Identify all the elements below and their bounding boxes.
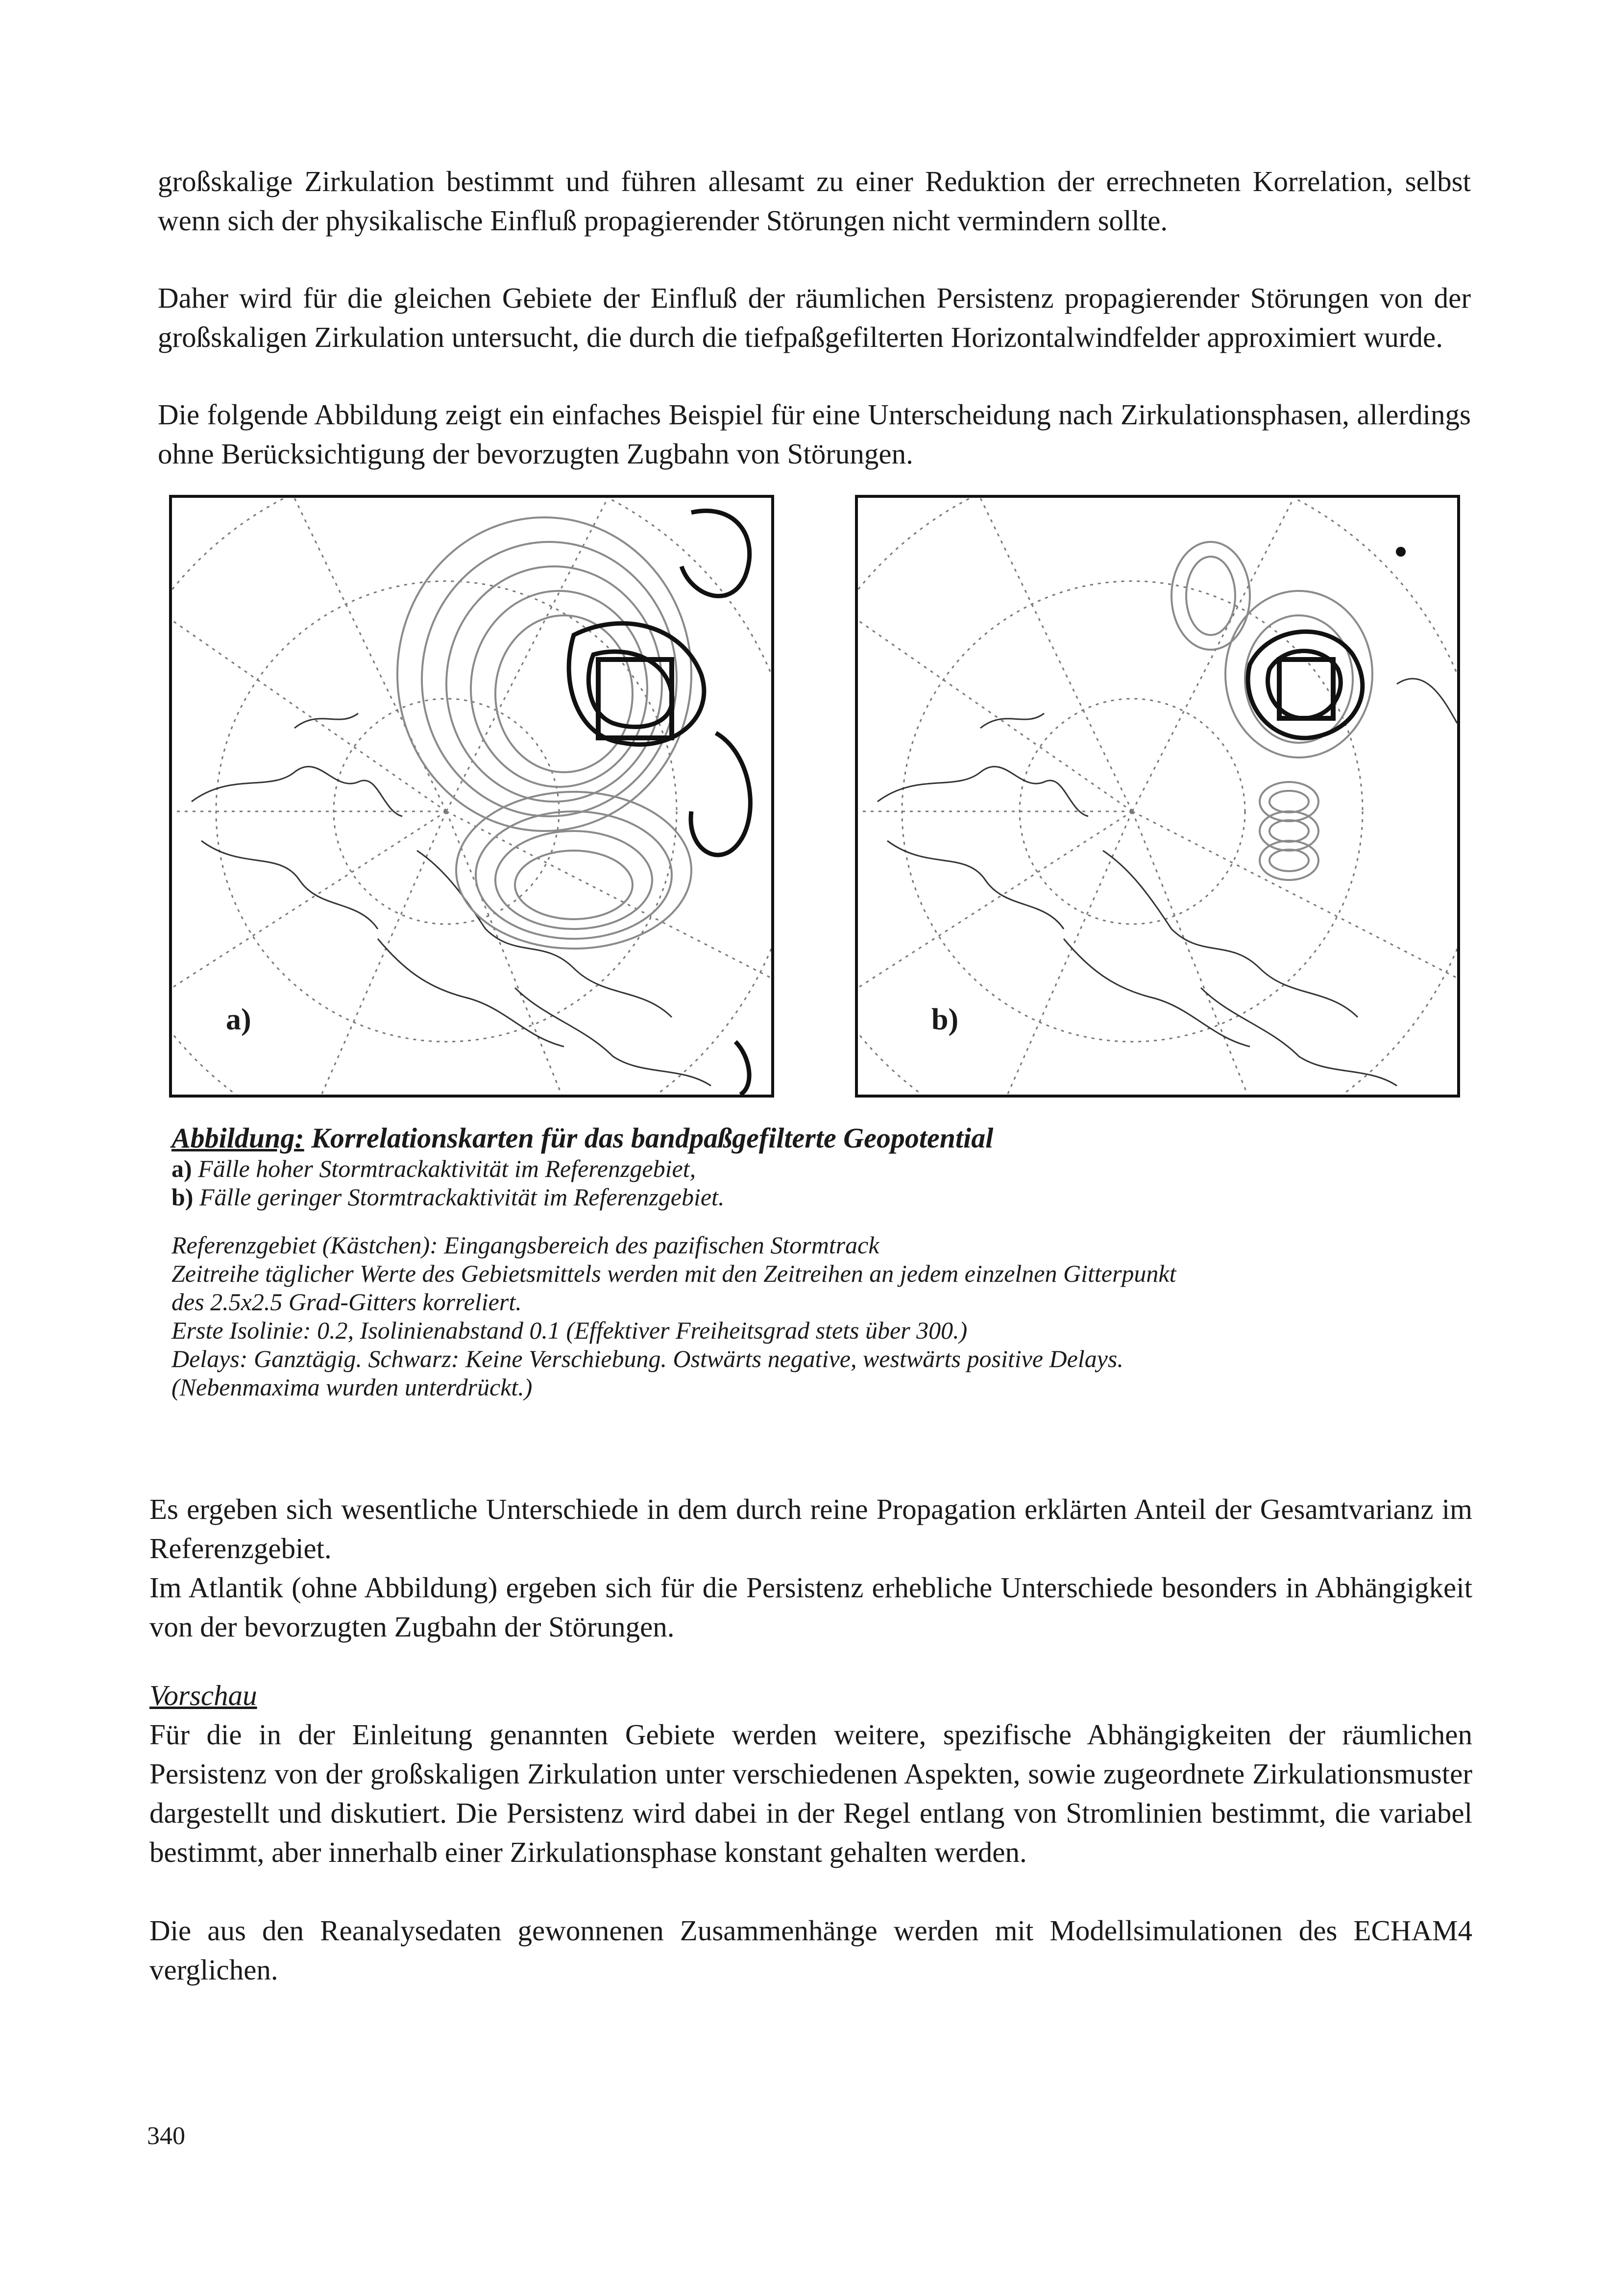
paragraph-5: Im Atlantik (ohne Abbildung) ergeben sich für die Persistenz erhebliche Unterschiede besonders in Abhängigkeit von der bevorzugten Zugbahn der Störungen. <box>149 1571 1472 1643</box>
caption-note-1: Referenzgebiet (Kästchen): Eingangsbereich des pazifischen Stormtrack <box>171 1231 879 1259</box>
paragraph-2: Daher wird für die gleichen Gebiete der Einfluß der räumlichen Persistenz propagierender Störungen von der großskaligen Zirkulation untersucht, die durch die tiefpaßgefilterten Horizontalwindfelder approximiert wurde. <box>158 282 1471 353</box>
caption-note-4: Erste Isolinie: 0.2, Isolinienabstand 0.1 (Effektiver Freiheitsgrad stets über 300.) <box>171 1317 968 1344</box>
coastlines-a <box>192 713 711 1086</box>
caption-line-b <box>171 1183 1470 1211</box>
caption-title-line <box>171 1122 1470 1154</box>
map-panel-b <box>855 495 1460 1098</box>
panel-label-b: b) <box>931 1003 959 1036</box>
section-heading: Vorschau <box>149 1679 257 1711</box>
figure-caption <box>171 1122 1470 1401</box>
caption-note-6: (Nebenmaxima wurden unterdrückt.) <box>171 1373 533 1401</box>
caption-text-b: Fälle geringer Stormtrackaktivität im Referenzgebiet. <box>193 1183 725 1211</box>
polar-grid-a <box>172 498 771 1095</box>
stippled-contours-a <box>397 517 691 949</box>
paragraph-3: Die folgende Abbildung zeigt ein einfaches Beispiel für eine Unterscheidung nach Zirkulationsphasen, allerdings ohne Berücksichtigung der bevorzugten Zugbahn von Störungen. <box>158 398 1471 470</box>
bold-contours-b <box>1248 632 1363 738</box>
caption-key-a: a) <box>171 1155 192 1182</box>
stippled-contours-b <box>1171 542 1372 880</box>
map-panel-a <box>169 495 774 1098</box>
coastlines-b <box>878 679 1457 1086</box>
caption-label: Abbildung: <box>171 1122 304 1154</box>
caption-note-5: Delays: Ganztägig. Schwarz: Keine Verschiebung. Ostwärts negative, westwärts positive Delays. <box>171 1345 1123 1372</box>
caption-title: Korrelationskarten für das bandpaßgefilterte Geopotential <box>304 1122 994 1154</box>
paragraph-7: Die aus den Reanalysedaten gewonnenen Zusammenhänge werden mit Modellsimulationen des ECHAM4 verglichen. <box>149 1914 1472 1986</box>
paragraph-6: Für die in der Einleitung genannten Gebiete werden weitere, spezifische Abhängigkeiten der räumlichen Persistenz von der großskaligen Zirkulation unter verschiedenen Aspekten, sowie zugeordnete Zirkulationsmuster dargestellt und diskutiert. Die Persistenz wird dabei in der Regel entlang von Stromlinien bestimmt, die variabel bestimmt, aber innerhalb einer Zirkulationsphase konstant gehalten werden. <box>149 1718 1472 1868</box>
caption-text-a: Fälle hoher Stormtrackaktivität im Referenzgebiet, <box>192 1155 696 1182</box>
dot-marker-b <box>1396 547 1406 557</box>
caption-line-a <box>171 1154 1470 1183</box>
page-number: 340 <box>147 2122 185 2150</box>
paragraph-1: großskalige Zirkulation bestimmt und führen allesamt zu einer Reduktion der errechneten Korrelation, selbst wenn sich der physikalische Einfluß propagierender Störungen nicht vermindern sollte. <box>158 165 1471 237</box>
panel-label-a: a) <box>226 1003 251 1036</box>
caption-note-3: des 2.5x2.5 Grad-Gitters korreliert. <box>171 1288 522 1316</box>
caption-note-2: Zeitreihe täglicher Werte des Gebietsmittels werden mit den Zeitreihen an jedem einzelnen Gitterpunkt <box>171 1260 1176 1287</box>
correlation-map-a <box>172 498 771 1095</box>
paragraph-4: Es ergeben sich wesentliche Unterschiede in dem durch reine Propagation erklärten Anteil der Gesamtvarianz im Referenzgebiet. <box>149 1493 1472 1564</box>
caption-key-b: b) <box>171 1183 194 1211</box>
